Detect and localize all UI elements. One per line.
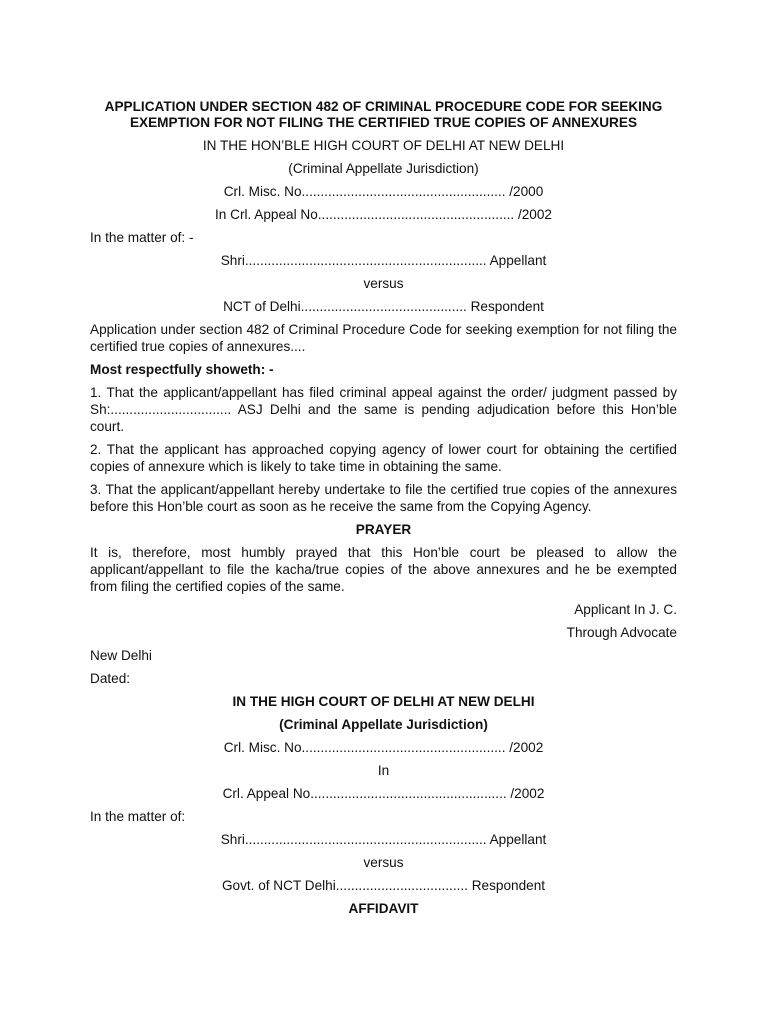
respondent-line: NCT of Delhi............................................ Respondent xyxy=(223,299,544,314)
appeal-number: In Crl. Appeal No.................................................... /2002 xyxy=(215,207,552,222)
signature-applicant: Applicant In J. C. xyxy=(574,602,677,617)
affidavit-in-label: In xyxy=(377,763,390,778)
affidavit-heading: AFFIDAVIT xyxy=(348,901,419,916)
title-line-2: EXEMPTION FOR NOT FILING THE CERTIFIED TRUE COPIES OF ANNEXURES xyxy=(129,115,638,130)
appellant-line: Shri................................................................ Appellant xyxy=(220,253,547,268)
jurisdiction: (Criminal Appellate Jurisdiction) xyxy=(288,161,479,176)
affidavit-court-name: IN THE HIGH COURT OF DELHI AT NEW DELHI xyxy=(232,694,535,709)
affidavit-jurisdiction: (Criminal Appellate Jurisdiction) xyxy=(279,717,488,732)
place-label: New Delhi xyxy=(90,648,152,663)
affidavit-respondent-line: Govt. of NCT Delhi................................... Respondent xyxy=(221,878,546,893)
point-2: 2. That the applicant has approached copying agency of lower court for obtaining the certified copies of annexure which is likely to take time in obtaining the same. xyxy=(90,442,677,474)
showeth-heading: Most respectfully showeth: - xyxy=(90,362,274,377)
affidavit-appellant-line: Shri................................................................ Appellant xyxy=(220,832,547,847)
document-body xyxy=(90,99,677,923)
prayer-text: It is, therefore, most humbly prayed that this Hon’ble court be pleased to allow the applicant/appellant to file the kacha/true copies of the above annexures and he be exempted from filing the certified copies of the same. xyxy=(90,545,677,594)
affidavit-appeal-number: Crl. Appeal No.................................................... /2002 xyxy=(222,786,545,801)
matter-label: In the matter of: - xyxy=(90,230,194,245)
signature-advocate: Through Advocate xyxy=(566,625,677,640)
affidavit-versus-label: versus xyxy=(363,855,404,870)
affidavit-misc-number: Crl. Misc. No...................................................... /2002 xyxy=(223,740,544,755)
point-3: 3. That the applicant/appellant hereby undertake to file the certified true copies of the annexures before this Hon’ble court as soon as he receive the same from the Copying Agency. xyxy=(90,482,677,514)
versus-label: versus xyxy=(363,276,404,291)
court-name: IN THE HON’BLE HIGH COURT OF DELHI AT NEW DELHI xyxy=(202,138,565,153)
application-intro: Application under section 482 of Criminal Procedure Code for seeking exemption for not filing the certified true copies of annexures.... xyxy=(90,322,677,354)
title-line-1: APPLICATION UNDER SECTION 482 OF CRIMINAL PROCEDURE CODE FOR SEEKING xyxy=(104,99,663,114)
misc-number: Crl. Misc. No...................................................... /2000 xyxy=(223,184,544,199)
point-1: 1. That the applicant/appellant has filed criminal appeal against the order/ judgment passed by Sh:................................ ASJ Delhi and the same is pending adjudication before this Hon’ble court. xyxy=(90,385,677,434)
document-title xyxy=(90,99,677,131)
dated-label: Dated: xyxy=(90,671,131,686)
affidavit-matter-label: In the matter of: xyxy=(90,809,186,824)
prayer-heading: PRAYER xyxy=(355,522,412,537)
